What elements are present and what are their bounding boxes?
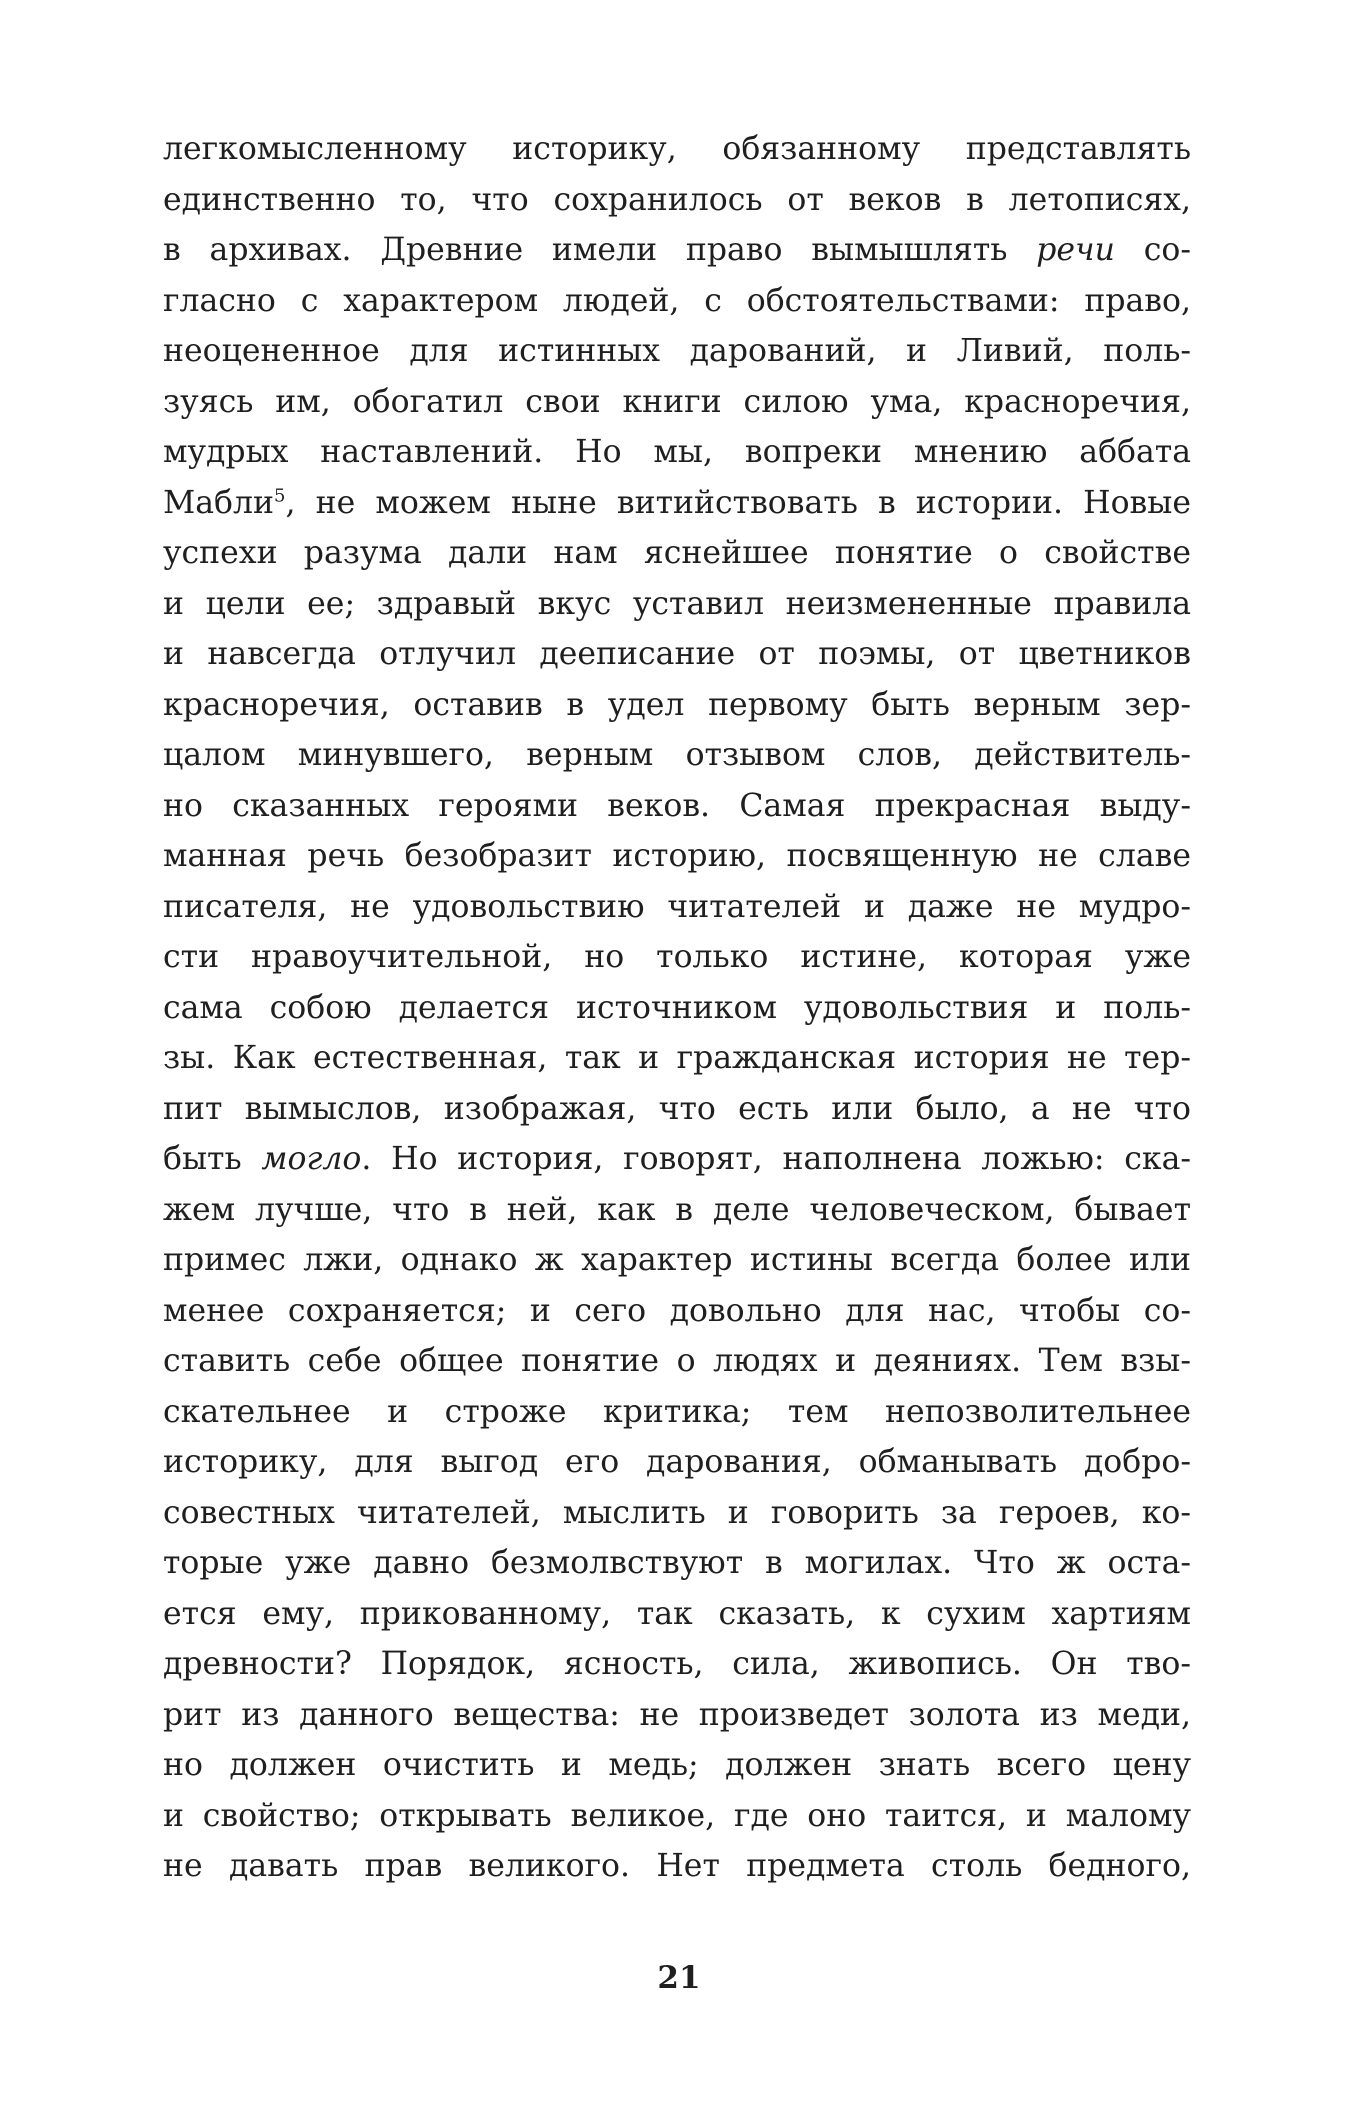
text-line bbox=[163, 882, 1191, 933]
page-number: 21 bbox=[657, 1960, 701, 1996]
text-segment: историку, для выгод его дарования, обманывать добро- bbox=[163, 1444, 1191, 1480]
text-segment: писателя, не удовольствию читателей и даже не мудро- bbox=[163, 888, 1191, 925]
text-line bbox=[163, 1740, 1191, 1791]
text-line bbox=[163, 1387, 1191, 1438]
text-line bbox=[163, 781, 1191, 832]
text-segment: и цели ее; здравый вкус уставил неизмененные правила bbox=[163, 585, 1191, 622]
text-line bbox=[163, 124, 1191, 175]
text-line bbox=[163, 1235, 1191, 1286]
italic-text: речи bbox=[1036, 232, 1115, 268]
text-segment: красноречия, оставив в удел первому быть верным зер- bbox=[163, 686, 1191, 723]
footnote-marker[interactable]: 5 bbox=[274, 485, 286, 506]
text-segment: пит вымыслов, изображая, что есть или было, а не что bbox=[163, 1090, 1191, 1127]
text-line bbox=[163, 680, 1191, 731]
text-line bbox=[163, 730, 1191, 781]
text-line bbox=[163, 1286, 1191, 1337]
text-line bbox=[163, 1791, 1191, 1842]
text-segment: скательнее и строже критика; тем непозволительнее bbox=[163, 1393, 1191, 1430]
text-line bbox=[163, 528, 1191, 579]
text-line bbox=[163, 1538, 1191, 1589]
text-segment: быть bbox=[163, 1141, 262, 1177]
text-segment: Мабли bbox=[163, 484, 275, 521]
text-line bbox=[163, 1033, 1191, 1084]
text-line bbox=[163, 326, 1191, 377]
italic-text: могло bbox=[261, 1141, 362, 1177]
text-segment: со- bbox=[1114, 232, 1191, 268]
text-segment: единственно то, что сохранилось от веков в летописях, bbox=[163, 181, 1191, 218]
text-segment: менее сохраняется; и сего довольно для нас, чтобы со- bbox=[163, 1292, 1191, 1329]
text-segment: легкомысленному историку, обязанному представлять bbox=[163, 131, 1191, 167]
text-segment: зуясь им, обогатил свои книги силою ума, красноречия, bbox=[163, 383, 1191, 420]
text-segment: но сказанных героями веков. Самая прекрасная выду- bbox=[163, 787, 1191, 824]
text-line bbox=[163, 1185, 1191, 1236]
text-line bbox=[163, 1437, 1191, 1488]
text-segment: зы. Как естественная, так и гражданская история не тер- bbox=[163, 1040, 1191, 1076]
text-segment: не давать прав великого. Нет предмета столь бедного, bbox=[163, 1848, 1191, 1884]
text-segment: . Но история, говорят, наполнена ложью: ска- bbox=[361, 1141, 1191, 1177]
text-line bbox=[163, 983, 1191, 1034]
text-line bbox=[163, 579, 1191, 630]
text-segment: рит из данного вещества: не произведет золота из меди, bbox=[163, 1696, 1191, 1733]
text-segment: , не можем ныне витийствовать в истории. Новые bbox=[285, 484, 1191, 521]
body-text bbox=[163, 124, 1191, 1892]
text-line bbox=[163, 377, 1191, 428]
text-segment: сти нравоучительной, но только истине, которая уже bbox=[163, 939, 1191, 975]
text-segment: торые уже давно безмолвствуют в могилах. Что ж оста- bbox=[163, 1545, 1191, 1581]
text-segment: древности? Порядок, ясность, сила, живопись. Он тво- bbox=[163, 1646, 1191, 1682]
text-segment: сама собою делается источником удовольствия и поль- bbox=[163, 989, 1191, 1026]
text-line bbox=[163, 932, 1191, 983]
text-line bbox=[163, 1134, 1191, 1185]
text-line bbox=[163, 175, 1191, 226]
text-segment: но должен очистить и медь; должен знать всего цену bbox=[163, 1747, 1191, 1783]
text-line bbox=[163, 1336, 1191, 1387]
text-segment: жем лучше, что в ней, как в деле человеческом, бывает bbox=[163, 1191, 1191, 1228]
text-line bbox=[163, 225, 1191, 276]
text-segment: совестных читателей, мыслить и говорить за героев, ко- bbox=[163, 1494, 1191, 1531]
text-segment: ется ему, прикованному, так сказать, к сухим хартиям bbox=[163, 1595, 1191, 1632]
text-segment: и свойство; открывать великое, где оно таится, и малому bbox=[163, 1797, 1191, 1834]
text-segment: примес лжи, однако ж характер истины всегда более или bbox=[163, 1242, 1191, 1278]
text-segment: и навсегда отлучил дееписание от поэмы, от цветников bbox=[163, 636, 1191, 672]
text-segment: мудрых наставлений. Но мы, вопреки мнению аббата bbox=[163, 434, 1191, 470]
text-line bbox=[163, 831, 1191, 882]
text-segment: ставить себе общее понятие о людях и деяниях. Тем взы- bbox=[163, 1343, 1191, 1379]
text-segment: манная речь безобразит историю, посвященную не славе bbox=[163, 838, 1191, 874]
text-segment: неоцененное для истинных дарований, и Ливий, поль- bbox=[163, 333, 1191, 369]
text-line bbox=[163, 1084, 1191, 1135]
text-line bbox=[163, 1639, 1191, 1690]
text-segment: гласно с характером людей, с обстоятельствами: право, bbox=[163, 282, 1191, 319]
text-line bbox=[163, 276, 1191, 327]
text-line bbox=[163, 1589, 1191, 1640]
text-line bbox=[163, 1488, 1191, 1539]
text-line bbox=[163, 427, 1191, 478]
text-line bbox=[163, 1841, 1191, 1892]
text-line bbox=[163, 1690, 1191, 1741]
text-segment: цалом минувшего, верным отзывом слов, действитель- bbox=[163, 737, 1191, 773]
text-segment: успехи разума дали нам яснейшее понятие о свойстве bbox=[163, 535, 1191, 571]
text-line bbox=[163, 478, 1191, 529]
text-line bbox=[163, 629, 1191, 680]
text-segment: в архивах. Древние имели право вымышлять bbox=[163, 232, 1037, 268]
